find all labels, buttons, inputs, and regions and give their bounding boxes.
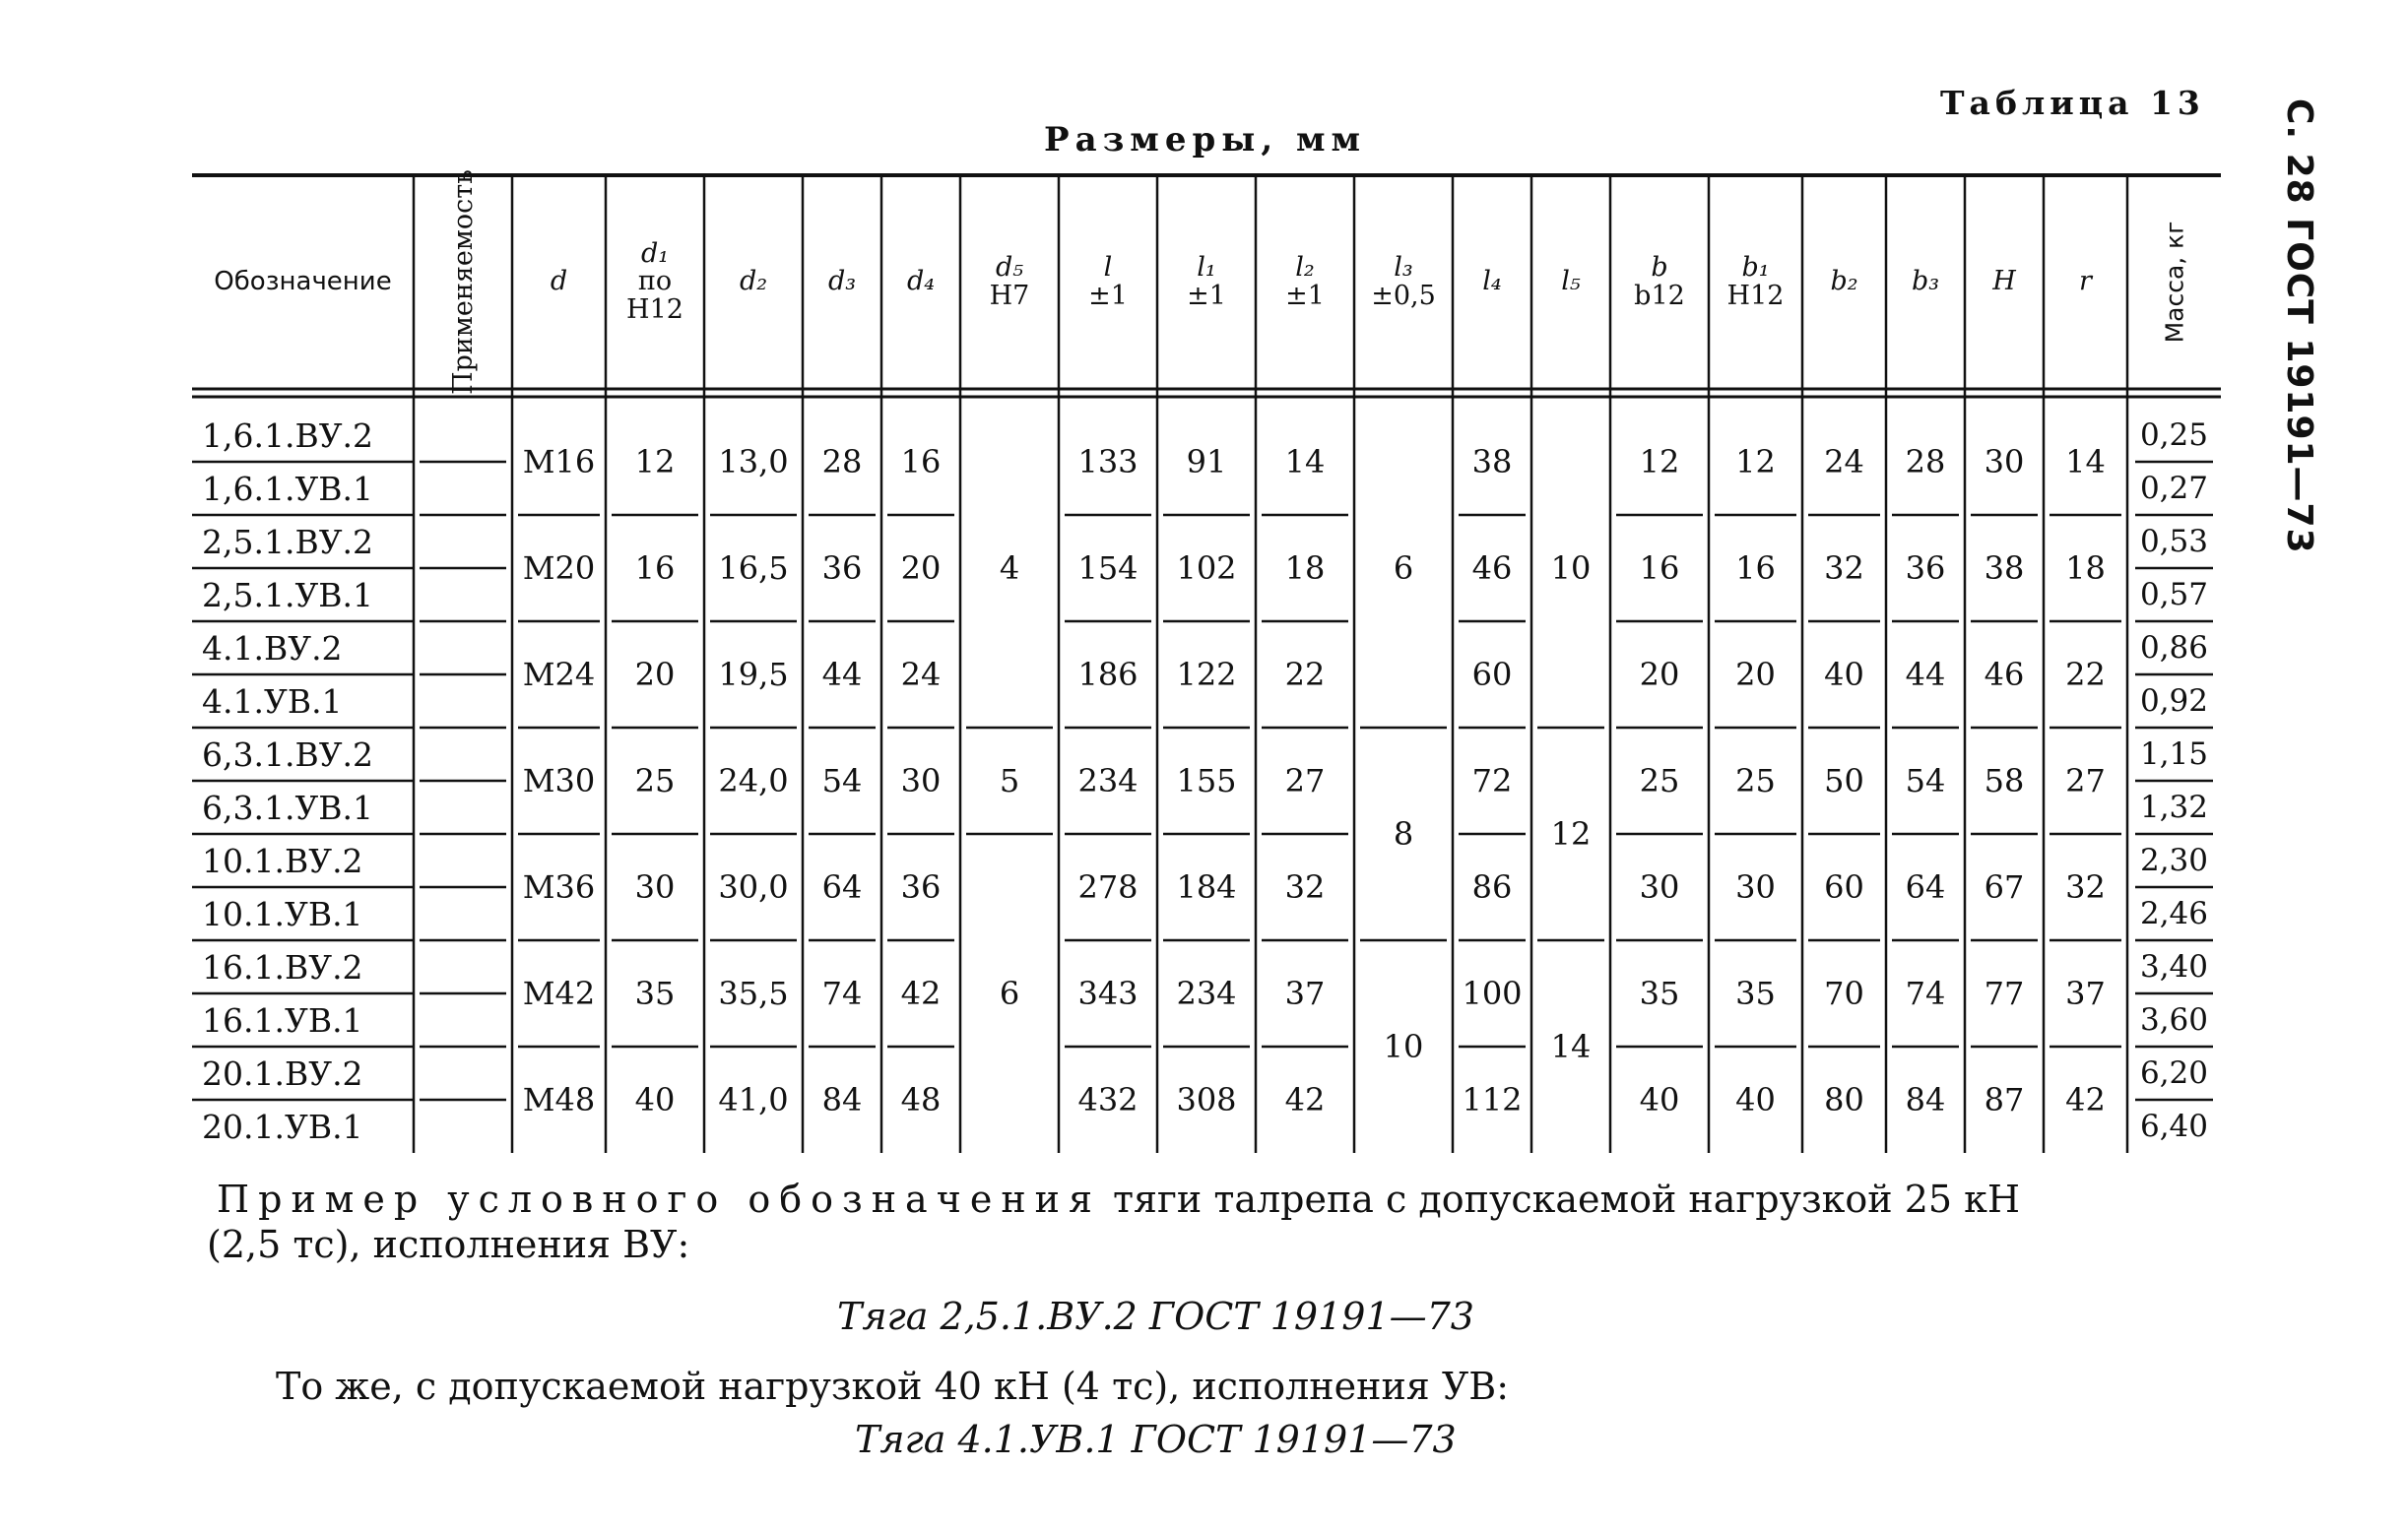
designation-cell: 10.1.УВ.1 — [202, 894, 363, 933]
example-designation-2: Тяга 4.1.УВ.1 ГОСТ 19191—73 — [855, 1418, 1457, 1461]
value-h: 77 — [1984, 975, 2025, 1012]
value-d: М42 — [522, 975, 596, 1012]
value-r: 37 — [2065, 975, 2106, 1012]
value-d: М16 — [522, 443, 596, 480]
value-l2: 14 — [1284, 443, 1326, 480]
value-b: 16 — [1639, 549, 1680, 587]
value-b: 20 — [1639, 656, 1680, 693]
value-d2: 13,0 — [718, 443, 789, 480]
header-d5-tolerance: H7 — [989, 280, 1030, 311]
value-d2: 24,0 — [718, 762, 789, 799]
mass-cell: 0,53 — [2139, 523, 2209, 559]
value-b1: 12 — [1735, 443, 1776, 480]
value-b3: 74 — [1905, 975, 1946, 1012]
mass-cell: 0,92 — [2139, 682, 2209, 719]
value-b: 25 — [1639, 762, 1680, 799]
designation-cell: 20.1.ВУ.2 — [202, 1053, 363, 1093]
value-d1: 30 — [634, 868, 676, 906]
value-b1: 30 — [1735, 868, 1776, 906]
value-b: 40 — [1639, 1081, 1680, 1118]
value-l5: 10 — [1550, 549, 1592, 587]
designation-cell: 16.1.ВУ.2 — [202, 947, 363, 987]
value-l1: 102 — [1176, 549, 1237, 587]
example-paragraph — [207, 1177, 2226, 1267]
value-b1: 35 — [1735, 975, 1776, 1012]
header-mass-text: Масса, кг — [2160, 221, 2189, 344]
value-l2: 22 — [1284, 656, 1326, 693]
value-l2: 37 — [1284, 975, 1326, 1012]
value-d: М36 — [522, 868, 596, 906]
value-l3: 6 — [1393, 549, 1414, 587]
value-d1: 35 — [634, 975, 676, 1012]
value-l1: 122 — [1176, 656, 1237, 693]
value-l1: 184 — [1176, 868, 1237, 906]
designation-cell: 16.1.УВ.1 — [202, 1000, 363, 1040]
header-l-tolerance: ±1 — [1088, 280, 1128, 311]
value-l5: 12 — [1550, 815, 1592, 853]
example-line-2: (2,5 тс), исполнения ВУ: — [207, 1223, 690, 1266]
value-r: 42 — [2065, 1081, 2106, 1118]
value-l1: 91 — [1186, 443, 1227, 480]
value-h: 58 — [1984, 762, 2025, 799]
value-d3: 84 — [821, 1081, 863, 1118]
value-l: 133 — [1077, 443, 1139, 480]
value-b2: 80 — [1824, 1081, 1864, 1118]
value-b3: 54 — [1905, 762, 1946, 799]
value-l4: 112 — [1462, 1081, 1523, 1118]
designation-cell: 4.1.УВ.1 — [202, 681, 343, 721]
value-b2: 40 — [1824, 656, 1864, 693]
value-l3: 8 — [1393, 815, 1414, 853]
value-l4: 38 — [1471, 443, 1513, 480]
example-lead: Пример условного обозначения — [217, 1178, 1101, 1221]
value-d4: 24 — [900, 656, 942, 693]
header-d2: d₂ — [739, 266, 768, 297]
header-b-symbol: b — [1651, 252, 1668, 284]
header-b3: b₃ — [1911, 266, 1940, 297]
value-d3: 74 — [821, 975, 863, 1012]
example-lead-rest: тяги талрепа с допускаемой нагрузкой 25 кН — [1100, 1178, 2021, 1221]
value-h: 67 — [1984, 868, 2025, 906]
designation-cell: 20.1.УВ.1 — [202, 1107, 363, 1146]
value-r: 32 — [2065, 868, 2106, 906]
mass-cell: 6,40 — [2139, 1108, 2209, 1144]
value-r: 27 — [2065, 762, 2106, 799]
header-d5-symbol: d₅ — [995, 252, 1024, 284]
designation-cell: 6,3.1.УВ.1 — [202, 788, 374, 827]
value-r: 14 — [2065, 443, 2106, 480]
value-l5: 14 — [1550, 1028, 1592, 1065]
header-l5: l₅ — [1561, 266, 1581, 297]
mass-cell: 0,57 — [2139, 576, 2209, 612]
value-b3: 44 — [1905, 656, 1946, 693]
value-b3: 64 — [1905, 868, 1946, 906]
value-d3: 44 — [821, 656, 863, 693]
value-b2: 24 — [1824, 443, 1864, 480]
value-b2: 70 — [1824, 975, 1864, 1012]
value-b1: 25 — [1735, 762, 1776, 799]
header-b1-symbol: b₁ — [1741, 252, 1770, 284]
side-label-text: С. 28 ГОСТ 19191—73 — [2279, 98, 2319, 554]
value-d5: 5 — [999, 762, 1020, 799]
value-b3: 36 — [1905, 549, 1946, 587]
value-d3: 54 — [821, 762, 863, 799]
designation-cell: 1,6.1.ВУ.2 — [202, 415, 374, 455]
value-l4: 100 — [1462, 975, 1523, 1012]
value-d2: 30,0 — [718, 868, 789, 906]
value-l: 234 — [1077, 762, 1139, 799]
mass-cell: 1,15 — [2139, 735, 2209, 772]
mass-cell: 3,60 — [2139, 1001, 2209, 1038]
header-l-symbol: l — [1103, 252, 1113, 284]
header-l2-symbol: l₂ — [1295, 252, 1315, 284]
designation-cell: 6,3.1.ВУ.2 — [202, 734, 374, 774]
value-d2: 35,5 — [718, 975, 789, 1012]
value-l1: 155 — [1176, 762, 1237, 799]
value-l1: 234 — [1176, 975, 1237, 1012]
header-l2-tolerance: ±1 — [1285, 280, 1325, 311]
value-d1: 40 — [634, 1081, 676, 1118]
mass-cell: 6,20 — [2139, 1054, 2209, 1091]
header-h: H — [1992, 266, 2016, 297]
value-l2: 42 — [1284, 1081, 1326, 1118]
value-b2: 50 — [1824, 762, 1864, 799]
header-l1-tolerance: ±1 — [1187, 280, 1226, 311]
header-d3: d₃ — [827, 266, 857, 297]
mass-cell: 0,86 — [2139, 629, 2209, 666]
value-d5: 6 — [999, 975, 1020, 1012]
value-l4: 46 — [1471, 549, 1513, 587]
value-l3: 10 — [1383, 1028, 1424, 1065]
designation-cell: 10.1.ВУ.2 — [202, 841, 363, 880]
value-d1: 20 — [634, 656, 676, 693]
value-d4: 30 — [900, 762, 942, 799]
value-b2: 32 — [1824, 549, 1864, 587]
mass-cell: 2,30 — [2139, 842, 2209, 878]
mass-cell: 0,27 — [2139, 470, 2209, 506]
value-b: 12 — [1639, 443, 1680, 480]
value-d4: 16 — [900, 443, 942, 480]
value-l4: 72 — [1471, 762, 1513, 799]
value-r: 22 — [2065, 656, 2106, 693]
header-l3-symbol: l₃ — [1394, 252, 1413, 284]
value-h: 30 — [1984, 443, 2025, 480]
header-d1-tolerance: по H12 — [626, 266, 683, 325]
value-b1: 16 — [1735, 549, 1776, 587]
value-b3: 84 — [1905, 1081, 1946, 1118]
value-d: М24 — [522, 656, 596, 693]
same-paragraph: То же, с допускаемой нагрузкой 40 кН (4 тс), исполнения УВ: — [276, 1365, 1510, 1408]
example-designation-1: Тяга 2,5.1.ВУ.2 ГОСТ 19191—73 — [837, 1295, 1474, 1338]
value-d1: 12 — [634, 443, 676, 480]
header-designation: Обозначение — [214, 266, 392, 296]
value-l2: 18 — [1284, 549, 1326, 587]
value-b3: 28 — [1905, 443, 1946, 480]
value-b1: 40 — [1735, 1081, 1776, 1118]
value-d4: 20 — [900, 549, 942, 587]
value-d2: 41,0 — [718, 1081, 789, 1118]
value-r: 18 — [2065, 549, 2106, 587]
mass-cell: 2,46 — [2139, 895, 2209, 931]
value-h: 38 — [1984, 549, 2025, 587]
units-label: Размеры, мм — [1044, 120, 1367, 160]
value-l: 186 — [1077, 656, 1139, 693]
header-d: d — [550, 266, 568, 297]
value-d1: 25 — [634, 762, 676, 799]
value-b: 35 — [1639, 975, 1680, 1012]
value-h: 46 — [1984, 656, 2025, 693]
value-d1: 16 — [634, 549, 676, 587]
value-l4: 60 — [1471, 656, 1513, 693]
header-r: r — [2079, 266, 2092, 297]
value-l: 343 — [1077, 975, 1139, 1012]
value-d5: 4 — [999, 549, 1020, 587]
header-d4: d₄ — [906, 266, 936, 297]
value-d2: 19,5 — [718, 656, 789, 693]
value-d3: 64 — [821, 868, 863, 906]
value-l4: 86 — [1471, 868, 1513, 906]
header-b-tolerance: b12 — [1634, 280, 1685, 311]
header-l1-symbol: l₁ — [1197, 252, 1216, 284]
designation-cell: 1,6.1.УВ.1 — [202, 469, 374, 508]
value-b1: 20 — [1735, 656, 1776, 693]
value-l: 432 — [1077, 1081, 1139, 1118]
header-l4: l₄ — [1482, 266, 1502, 297]
value-d4: 48 — [900, 1081, 942, 1118]
value-l1: 308 — [1176, 1081, 1237, 1118]
value-l: 154 — [1077, 549, 1139, 587]
table-label: Таблица 13 — [1940, 84, 2205, 122]
header-b1-tolerance: H12 — [1726, 280, 1785, 311]
mass-cell: 1,32 — [2139, 789, 2209, 825]
mass-cell: 3,40 — [2139, 948, 2209, 985]
header-d1-symbol: d₁ — [640, 237, 670, 269]
value-d4: 36 — [900, 868, 942, 906]
header-b2: b₂ — [1830, 266, 1858, 297]
mass-cell: 0,25 — [2139, 416, 2209, 453]
value-h: 87 — [1984, 1081, 2025, 1118]
value-d4: 42 — [900, 975, 942, 1012]
value-d: М30 — [522, 762, 596, 799]
value-d3: 28 — [821, 443, 863, 480]
value-d: М48 — [522, 1081, 596, 1118]
value-d2: 16,5 — [718, 549, 789, 587]
value-l2: 32 — [1284, 868, 1326, 906]
designation-cell: 2,5.1.УВ.1 — [202, 575, 374, 614]
value-d3: 36 — [821, 549, 863, 587]
value-b2: 60 — [1824, 868, 1864, 906]
value-b: 30 — [1639, 868, 1680, 906]
designation-cell: 2,5.1.ВУ.2 — [202, 522, 374, 561]
value-l: 278 — [1077, 868, 1139, 906]
value-d: М20 — [522, 549, 596, 587]
designation-cell: 4.1.ВУ.2 — [202, 628, 343, 668]
value-l2: 27 — [1284, 762, 1326, 799]
header-l3-tolerance: ±0,5 — [1371, 280, 1436, 311]
header-applicability-text: Применяемость — [447, 169, 479, 395]
